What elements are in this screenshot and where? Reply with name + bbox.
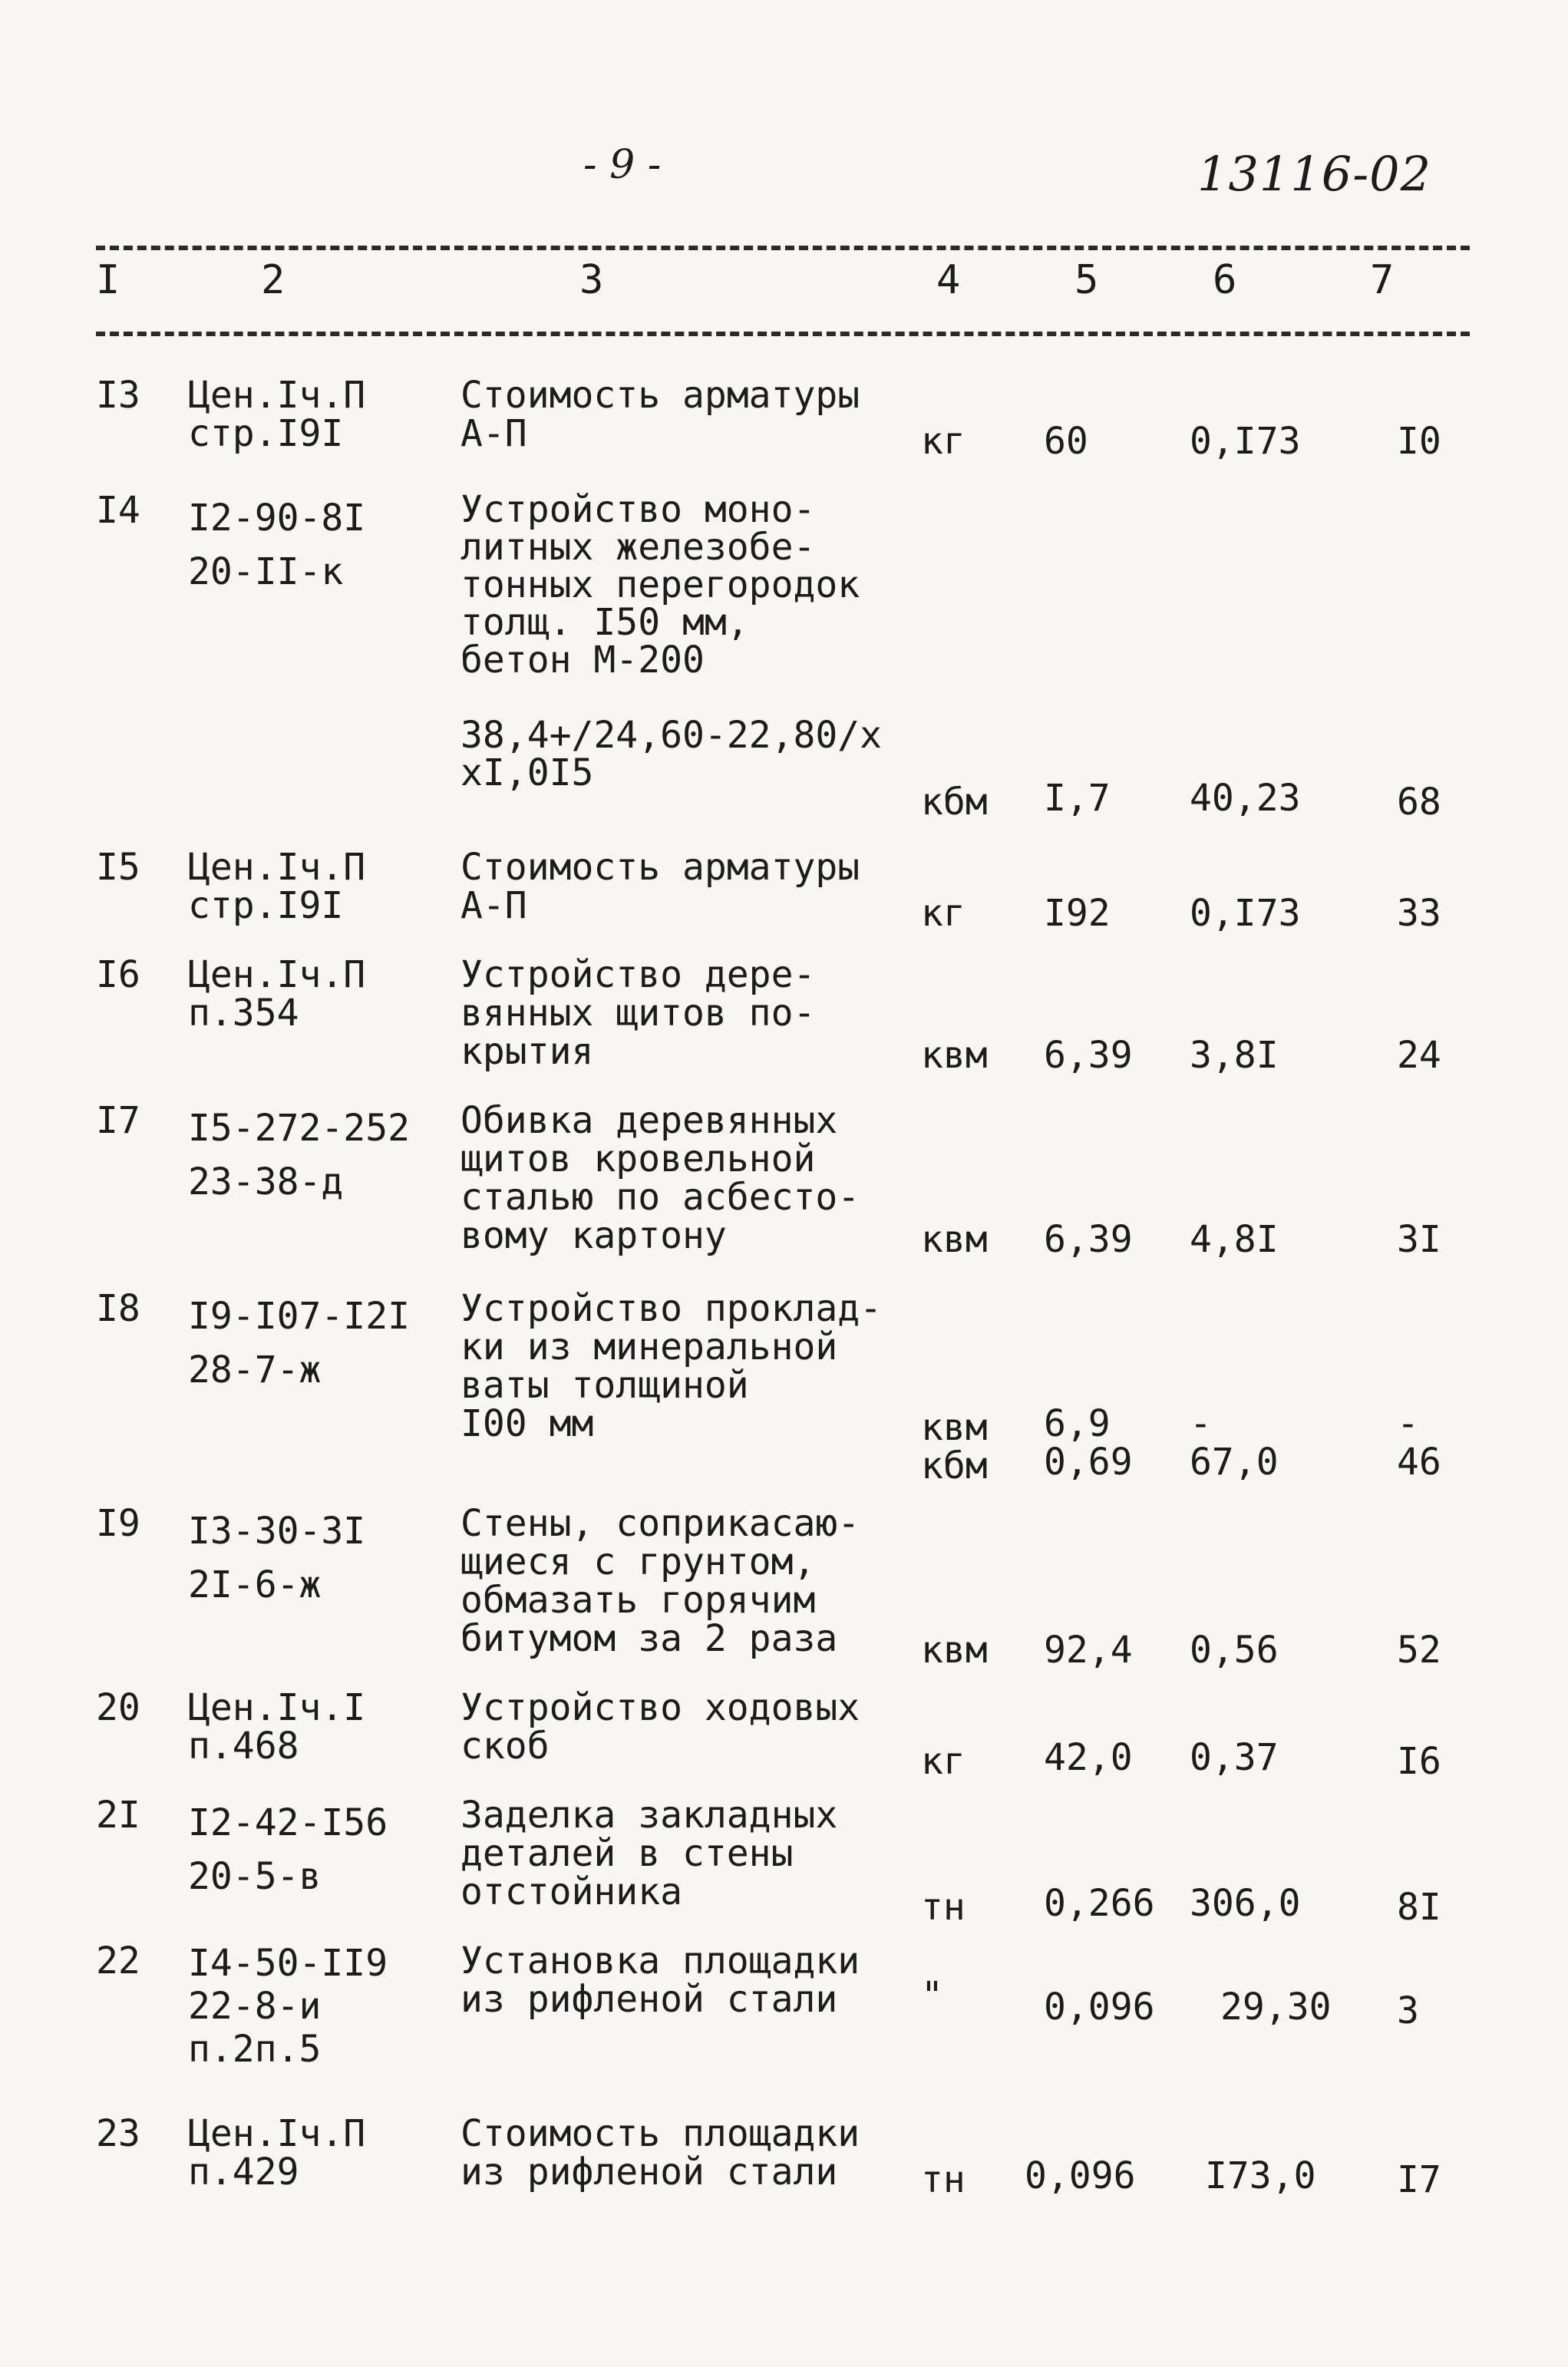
row-code: I3-30-3I 2I-6-ж bbox=[188, 1510, 366, 1606]
row-price: 40,23 bbox=[1190, 777, 1301, 820]
row-price: 29,30 bbox=[1220, 1986, 1332, 2029]
row-quantity: I,7 bbox=[1044, 777, 1111, 820]
header-col-4: 4 bbox=[936, 257, 961, 303]
row-quantity: 60 bbox=[1044, 420, 1088, 463]
row-description: Стены, соприкасаю- щиеся с грунтом, обмазать горячим битумом за 2 раза bbox=[460, 1502, 860, 1660]
row-total: 33 bbox=[1397, 892, 1441, 935]
header-col-3: 3 bbox=[579, 257, 604, 303]
row-description: Обивка деревянных щитов кровельной сталью по асбесто- вому картону bbox=[460, 1099, 860, 1257]
header-col-1: I bbox=[96, 257, 120, 303]
row-quantity: 92,4 bbox=[1044, 1629, 1133, 1672]
row-total: I0 bbox=[1397, 420, 1441, 463]
row-total: I7 bbox=[1397, 2158, 1441, 2201]
row-number: I5 bbox=[96, 846, 140, 889]
row-description: Устройство ходовых скоб bbox=[460, 1686, 860, 1768]
row-price: 0,37 bbox=[1190, 1736, 1279, 1779]
row-unit: квм bbox=[921, 1218, 988, 1261]
row-total: 8I bbox=[1397, 1886, 1441, 1929]
row-description: Устройство моно- литных железобе- тонных перегородок толщ. I50 мм, бетон М-200 38,4+/24,60-22,80/х хI,0I5 bbox=[460, 488, 883, 794]
row-description: Установка площадки из рифленой стали bbox=[460, 1939, 860, 2021]
row-unit: тн bbox=[921, 1886, 966, 1929]
row-price: 4,8I bbox=[1190, 1218, 1279, 1261]
row-code: I5-272-252 23-38-д bbox=[188, 1107, 410, 1203]
row-unit: кг bbox=[921, 892, 966, 935]
row-quantity: 6,39 bbox=[1044, 1218, 1133, 1261]
row-quantity: 6,9 0,69 bbox=[1044, 1402, 1133, 1484]
row-quantity: 42,0 bbox=[1044, 1736, 1133, 1779]
row-description: Устройство проклад- ки из минеральной ваты толщиной I00 мм bbox=[460, 1287, 883, 1445]
row-number: I7 bbox=[96, 1099, 140, 1142]
header-rule-top bbox=[96, 246, 1470, 250]
page-number: - 9 - bbox=[583, 142, 662, 188]
row-total: - 46 bbox=[1397, 1402, 1441, 1484]
header-rule-bottom bbox=[96, 332, 1470, 336]
header-col-5: 5 bbox=[1074, 257, 1099, 303]
row-number: 2I bbox=[96, 1794, 140, 1837]
header-col-6: 6 bbox=[1213, 257, 1237, 303]
row-code: I9-I07-I2I 28-7-ж bbox=[188, 1295, 410, 1391]
header-col-7: 7 bbox=[1370, 257, 1395, 303]
row-code: Цен.Iч.П стр.I9I bbox=[188, 374, 366, 455]
row-unit: кг bbox=[921, 1740, 966, 1783]
row-description: Стоимость арматуры А-П bbox=[460, 846, 860, 927]
row-code: I2-90-8I 20-II-к bbox=[188, 497, 366, 593]
row-number: 23 bbox=[96, 2112, 140, 2155]
row-number: I6 bbox=[96, 953, 140, 996]
row-quantity: 0,096 bbox=[1025, 2154, 1136, 2197]
row-price: 3,8I bbox=[1190, 1034, 1279, 1077]
row-unit: кбм bbox=[921, 781, 988, 824]
row-total: 24 bbox=[1397, 1034, 1441, 1077]
row-unit: квм bbox=[921, 1034, 988, 1077]
row-unit: тн bbox=[921, 2158, 966, 2201]
row-code: I2-42-I56 20-5-в bbox=[188, 1801, 388, 1898]
row-description: Заделка закладных деталей в стены отстойника bbox=[460, 1794, 838, 1913]
row-code: Цен.Iч.П п.354 bbox=[188, 953, 366, 1035]
row-price: 306,0 bbox=[1190, 1882, 1301, 1925]
header-col-2: 2 bbox=[261, 257, 286, 303]
row-price: 0,I73 bbox=[1190, 420, 1301, 463]
row-total: 3I bbox=[1397, 1218, 1441, 1261]
row-number: I3 bbox=[96, 374, 140, 417]
row-unit: квм bbox=[921, 1629, 988, 1672]
row-number: I8 bbox=[96, 1287, 140, 1330]
row-number: I4 bbox=[96, 489, 140, 532]
row-quantity: 6,39 bbox=[1044, 1034, 1133, 1077]
row-code: Цен.Iч.П п.429 bbox=[188, 2112, 366, 2194]
row-description: Стоимость площадки из рифленой стали bbox=[460, 2112, 860, 2194]
row-number: 22 bbox=[96, 1939, 140, 1982]
row-total: 3 bbox=[1397, 1989, 1419, 2032]
row-unit: квм кбм bbox=[921, 1406, 988, 1487]
row-total: 68 bbox=[1397, 781, 1441, 824]
row-unit: кг bbox=[921, 420, 966, 463]
row-code: Цен.Iч.П стр.I9I bbox=[188, 846, 366, 927]
row-price: I73,0 bbox=[1205, 2154, 1316, 2197]
row-unit: " bbox=[921, 1974, 943, 2017]
row-quantity: 0,266 bbox=[1044, 1882, 1155, 1925]
row-price: 0,56 bbox=[1190, 1629, 1279, 1672]
row-total: I6 bbox=[1397, 1740, 1441, 1783]
row-price: - 67,0 bbox=[1190, 1402, 1279, 1484]
document-code: 13116-02 bbox=[1197, 146, 1432, 202]
row-number: 20 bbox=[96, 1686, 140, 1729]
row-code: I4-50-II9 22-8-и п.2п.5 bbox=[188, 1942, 388, 2071]
row-description: Стоимость арматуры А-П bbox=[460, 374, 860, 455]
row-number: I9 bbox=[96, 1502, 140, 1545]
row-description: Устройство дере- вянных щитов по- крытия bbox=[460, 953, 816, 1073]
row-quantity: I92 bbox=[1044, 892, 1111, 935]
row-quantity: 0,096 bbox=[1044, 1986, 1155, 2029]
row-code: Цен.Iч.I п.468 bbox=[188, 1686, 366, 1768]
row-total: 52 bbox=[1397, 1629, 1441, 1672]
row-price: 0,I73 bbox=[1190, 892, 1301, 935]
